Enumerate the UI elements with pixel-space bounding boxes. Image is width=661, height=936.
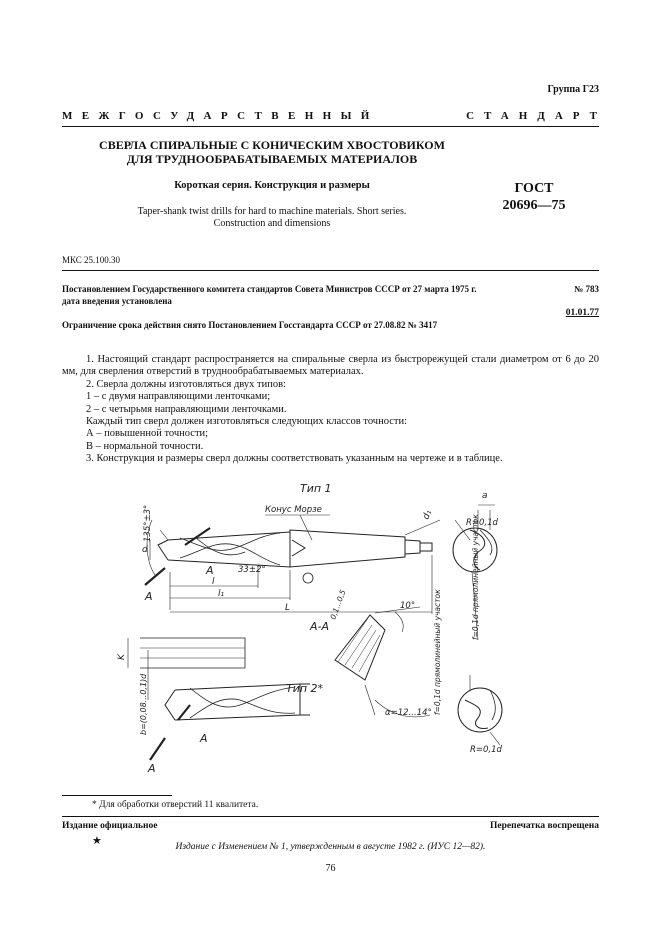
label-R2: R=0,1d bbox=[470, 745, 502, 755]
limit-note: Ограничение срока действия снято Постановлением Госстандарта СССР от 27.08.82 № 3417 bbox=[62, 320, 438, 330]
reprint-prohibited: Перепечатка воспрещена bbox=[489, 821, 599, 831]
footer-divider bbox=[62, 816, 599, 817]
paragraph-3: 1 – с двумя направляющими ленточками; bbox=[86, 391, 271, 403]
title-line-1: СВЕРЛА СПИРАЛЬНЫЕ С КОНИЧЕСКИМ ХВОСТОВИКОМ bbox=[99, 138, 445, 152]
decree-block bbox=[62, 283, 599, 307]
label-section: A-A bbox=[310, 620, 330, 633]
gost-number bbox=[484, 180, 584, 214]
title-line-2: ДЛЯ ТРУДНООБРАБАТЫВАЕМЫХ МАТЕРИАЛОВ bbox=[126, 152, 418, 166]
edition-official: Издание официальное bbox=[62, 821, 158, 831]
drill-drawing bbox=[0, 475, 661, 790]
decree-number: № 783 bbox=[574, 284, 599, 294]
label-10deg: 10° bbox=[400, 601, 416, 611]
label-d1: d₁ bbox=[421, 508, 435, 522]
paragraph-8: 3. Конструкция и размеры сверл должны соответствовать указанным на чертеже и в таблице. bbox=[86, 453, 503, 465]
divider bbox=[62, 270, 599, 271]
paragraph-5: Каждый тип сверл должен изготовляться следующих классов точности: bbox=[86, 416, 408, 428]
label-a-4: A bbox=[148, 762, 156, 775]
page-number: 76 bbox=[325, 863, 336, 874]
label-flat-2: f=0,1d прямолинейный участок bbox=[433, 589, 442, 715]
label-a-2: A bbox=[145, 590, 153, 603]
gost-label: ГОСТ bbox=[514, 181, 554, 196]
paragraph-4: 2 – с четырьмя направляющими ленточками. bbox=[86, 403, 287, 415]
label-a-1: A bbox=[206, 564, 214, 577]
label-d: d bbox=[142, 545, 148, 555]
paragraph-7: В – нормальной точности. bbox=[86, 440, 204, 452]
gost-code: 20696—75 bbox=[502, 198, 566, 213]
footnote-divider bbox=[62, 795, 172, 796]
english-line-1: Taper-shank twist drills for hard to machine materials. Short series. bbox=[137, 206, 407, 217]
star-icon: ★ bbox=[92, 835, 102, 847]
taper-shank bbox=[290, 530, 405, 567]
label-b: b=(0,08...0,1)d bbox=[139, 673, 148, 735]
decree-text: Постановлением Государственного комитета стандартов Совета Министров СССР от 27 марта 1975 г. bbox=[62, 284, 477, 294]
decree-line-2: дата введения установлена bbox=[62, 296, 172, 306]
label-L: L bbox=[285, 603, 291, 613]
paragraph-1: 1. Настоящий стандарт распространяется на спиральные сверла из быстрорежущей стали диаметром от 6 до 20 мм, для сверления отверстий в труднообрабатываемых материалах. bbox=[62, 354, 599, 378]
label-a-3: A bbox=[200, 732, 208, 745]
header-right: СТАНДАРТ bbox=[466, 110, 607, 122]
label-R: R=0,1d bbox=[466, 518, 498, 528]
group-label: Группа Г23 bbox=[547, 84, 599, 95]
label-flat-1: f=0,1d прямолинейный участок bbox=[471, 514, 480, 640]
label-angle-33: 33±2° bbox=[238, 565, 266, 575]
introduction-date: 01.01.77 bbox=[565, 308, 599, 318]
label-alpha: α=12...14° bbox=[385, 708, 432, 718]
label-type-2: Тип 2* bbox=[286, 682, 324, 695]
amendment-note: Издание с Изменением № 1, утвержденным в августе 1982 г. (ИУС 12—82). bbox=[175, 842, 486, 852]
label-angle-135: 135°±3° bbox=[143, 504, 153, 542]
footnote: * Для обработки отверстий 11 квалитета. bbox=[92, 800, 259, 810]
label-a-small: a bbox=[482, 491, 488, 501]
label-type-1: Тип 1 bbox=[300, 482, 332, 495]
header-left: МЕЖГОСУДАРСТВЕННЫЙ bbox=[62, 110, 379, 122]
label-l: l bbox=[212, 577, 215, 587]
mks-code: МКС 25.100.30 bbox=[62, 255, 121, 265]
paragraph-2: 2. Сверла должны изготовляться двух типов: bbox=[86, 378, 286, 390]
paragraph-6: А – повышенной точности; bbox=[86, 428, 209, 440]
english-line-2: Construction and dimensions bbox=[213, 218, 331, 229]
document-title bbox=[62, 138, 482, 166]
standard-header bbox=[62, 110, 607, 127]
label-K: K bbox=[117, 654, 127, 660]
label-taper: Конус Морзе bbox=[265, 505, 322, 515]
label-l1: l₁ bbox=[218, 589, 225, 599]
document-subtitle: Короткая серия. Конструкция и размеры bbox=[174, 180, 370, 191]
body-text bbox=[62, 354, 599, 466]
english-title bbox=[62, 206, 482, 230]
label-range: 0,1...0,5 bbox=[328, 588, 348, 621]
